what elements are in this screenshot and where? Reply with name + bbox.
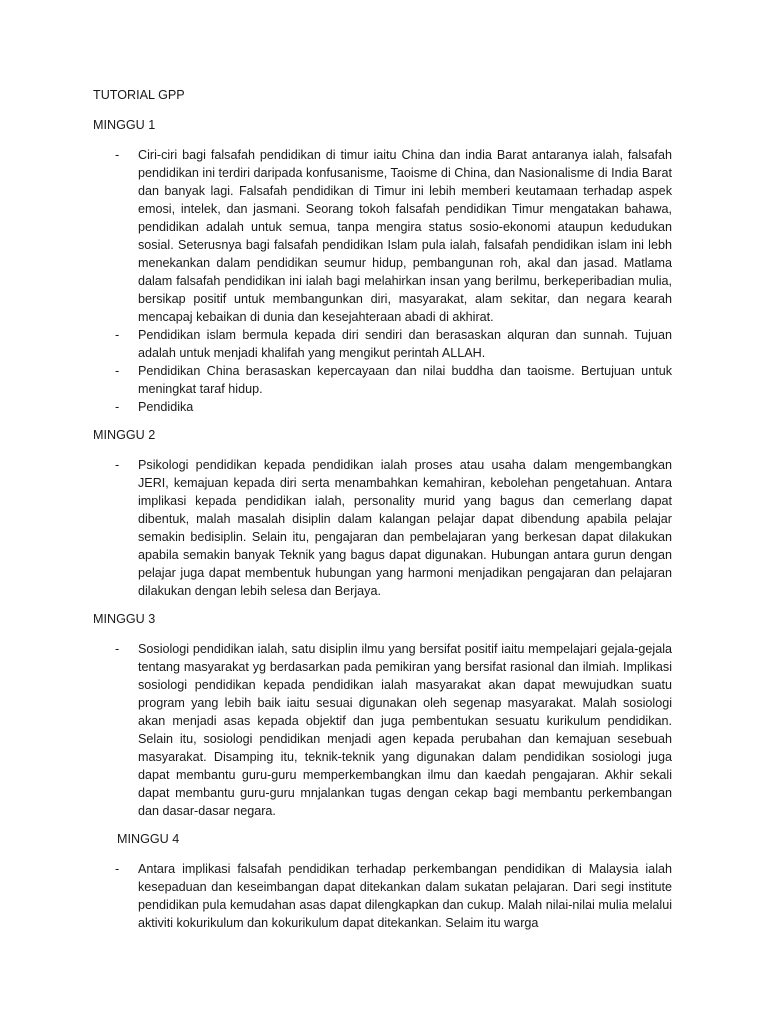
list-item-text: Psikologi pendidikan kepada pendidikan ialah proses atau usaha dalam mengembangkan JERI, kemajuan kepada diri serta menambahkan kemahiran, kebolehan pengetahuan. Antara implikasi kepada pendidikan ialah, personality murid yang bagus dan cemerlang dapat dibentuk, malah masalah disiplin dalam kalangan pelajar dapat dibendung apabila pelajar semakin bedisiplin. Selain itu, pengajaran dan pembelajaran yang berkesan dapat dilakukan apabila semakin banyak Teknik yang bagus dapat digunakan. Hubungan antara gurun dengan pelajar juga dapat membentuk hubungan yang harmoni menjadikan pengajaran dan pelajaran dilakukan dengan lebih selesa dan Berjaya. [138, 458, 672, 598]
section-heading-minggu-4: MINGGU 4 [117, 832, 180, 846]
document-title: TUTORIAL GPP [93, 88, 185, 102]
list-item [93, 860, 672, 932]
section-heading-minggu-2: MINGGU 2 [93, 428, 156, 442]
section-heading-minggu-1: MINGGU 1 [93, 118, 156, 132]
list-item-text: Pendidikan islam bermula kepada diri sendiri dan berasaskan alquran dan sunnah. Tujuan adalah untuk menjadi khalifah yang mengikut perintah ALLAH. [138, 328, 672, 360]
list-item-text: Antara implikasi falsafah pendidikan terhadap perkembangan pendidikan di Malaysia ialah kesepaduan dan keseimbangan dapat ditekankan dalam sukatan pelajaran. Dari segi institute pendidikan pula kemudahan asas dapat dilengkapkan dan cukup. Malah nilai-nilai mulia melalui aktiviti kokurikulum dan kokurikulum dapat ditekankan. Selaim itu warga [138, 862, 672, 930]
list-item [93, 326, 672, 362]
list-item [93, 456, 672, 600]
bullet-dash: - [115, 458, 120, 472]
list-item-text: Ciri-ciri bagi falsafah pendidikan di timur iaitu China dan india Barat antaranya ialah, falsafah pendidikan ini terdiri daripada konfusanisme, Taoisme di China, dan Nasionalisme di India Barat dan banyak lagi. Falsafah pendidikan di Timur ini lebih memberi keutamaan terhadap aspek emosi, intelek, dan jasmani. Seorang tokoh falsafah pendidikan Timur mengatakan bahawa, pendidikan adalah untuk semua, tanpa mengira status sosio-ekonomi ataupun kedudukan sosial. Seterusnya bagi falsafah pendidikan Islam pula ialah, falsafah pendidikan islam ini lebh menekankan dalam pendidikan seumur hidup, pembangunan roh, akal dan jasad. Matlama dalam falsafah pendidikan ini ialah bagi melahirkan insan yang berilmu, berkeperibadian mulia, bersikap positif untuk membangunkan diri, masyarakat, alam sekitar, dan negara kearah mencapaj kebaikan di dunia dan kesejahteraan abadi di akhirat. [138, 148, 672, 324]
bullet-dash: - [115, 862, 120, 876]
section-list-minggu-1 [93, 146, 672, 416]
list-item [93, 362, 672, 398]
bullet-dash: - [115, 364, 120, 378]
bullet-dash: - [115, 400, 120, 414]
bullet-dash: - [115, 148, 120, 162]
section-list-minggu-2 [93, 456, 672, 600]
list-item [93, 146, 672, 326]
list-item-text: Sosiologi pendidikan ialah, satu disiplin ilmu yang bersifat positif iaitu mempelajari gejala-gejala tentang masyarakat yg berdasarkan pada pemikiran yang bersifat rasional dan ilmiah. Implikasi sosiologi pendidikan kepada pendidikan ialah masyarakat akan dapat mewujudkan suatu program yang lebih baik iaitu sesuai digunakan oleh segenap masyarakat. Malah sosiologi akan menjadi asas kepada objektif dan juga pembentukan sesuatu kurikulum pendidikan. Selain itu, sosiologi pendidikan menjadi agen kepada perubahan dan kemajuan sesebuah masyarakat. Disamping itu, teknik-teknik yang digunakan dalam pendidikan sosiologi juga dapat membantu guru-guru memperkembangkan ilmu dan kaedah pengajaran. Akhir sekali dapat membantu guru-guru mnjalankan tugas dengan cekap bagi membantu perkembangan dan dasar-dasar negara. [138, 642, 672, 818]
list-item-text: Pendidikan China berasaskan kepercayaan dan nilai buddha dan taoisme. Bertujuan untuk meningkat taraf hidup. [138, 364, 672, 396]
section-list-minggu-3 [93, 640, 672, 820]
bullet-dash: - [115, 642, 120, 656]
section-heading-minggu-3: MINGGU 3 [93, 612, 156, 626]
list-item-text: Pendidika [138, 400, 194, 414]
bullet-dash: - [115, 328, 120, 342]
list-item [93, 640, 672, 820]
list-item [93, 398, 672, 416]
section-list-minggu-4 [93, 860, 672, 932]
